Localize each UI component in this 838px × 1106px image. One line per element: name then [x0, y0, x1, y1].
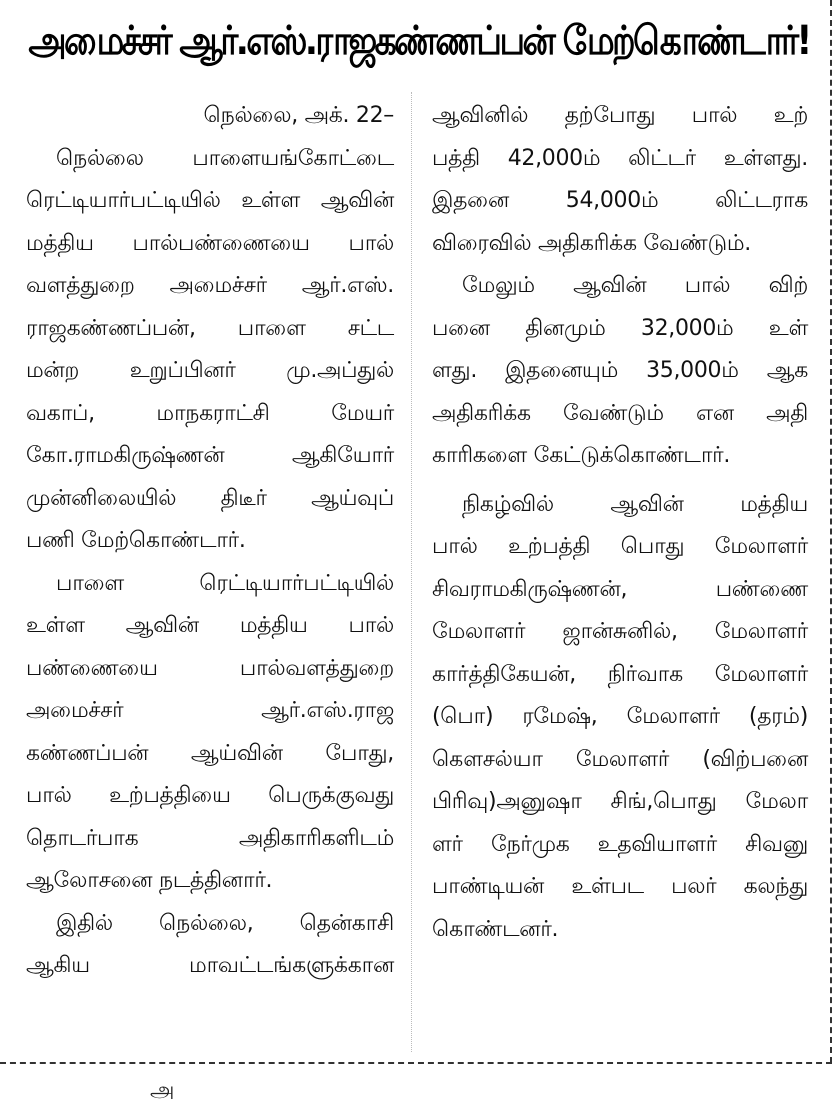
text-line: உள்ள ஆவின் மத்திய பால்: [26, 613, 394, 638]
text-line: அதிகரிக்க வேண்டும் என அதி: [432, 400, 808, 426]
text-line: ளது. இதனையும் 35,000ம் ஆக: [432, 358, 808, 383]
text-line: கார்த்திகேயன், நிர்வாக மேலாளர்: [432, 661, 808, 687]
text-line: முன்னிலையில் திடீர் ஆய்வுப்: [26, 485, 394, 511]
text-line: கௌசல்யா மேலாளர் (விற்பனை: [432, 746, 808, 772]
text-line: வகாப், மாநகராட்சி மேயர்: [26, 400, 394, 426]
text-line: ஆலோசனை நடத்தினார்.: [26, 868, 273, 893]
clipping-right-border: [830, 0, 832, 1063]
right-column: [432, 95, 808, 951]
text-line: கொண்டனர்.: [432, 916, 559, 942]
headline: அமைச்சர் ஆர்.எஸ்.ராஜகண்ணப்பன் மேற்கொண்டார்!: [28, 17, 810, 64]
text-line: பாளை ரெட்டியார்பட்டியில்: [56, 570, 394, 596]
text-line: வளத்துறை அமைச்சர் ஆர்.எஸ்.: [26, 273, 394, 298]
cut-off-next-line: அ: [150, 1078, 175, 1103]
text-line: பத்தி 42,000ம் லிட்டர் உள்ளது.: [432, 145, 808, 171]
text-line: மேலும் ஆவின் பால் விற்: [462, 273, 808, 298]
text-line: பால் உற்பத்தியை பெருக்குவது: [26, 783, 394, 808]
text-line: இதில் நெல்லை, தென்காசி: [56, 910, 394, 936]
text-line: தொடர்பாக அதிகாரிகளிடம்: [26, 825, 394, 851]
text-line: ராஜகண்ணப்பன், பாளை சட்ட: [26, 315, 394, 341]
text-line: பிரிவு)அனுஷா சிங்,பொது மேலா: [432, 789, 808, 814]
text-line: பண்ணையை பால்வளத்துறை: [26, 655, 394, 681]
text-line: அமைச்சர் ஆர்.எஸ்.ராஜ: [26, 698, 394, 723]
text-line: பாண்டியன் உள்பட பலர் கலந்து: [432, 874, 808, 899]
text-line: கோ.ராமகிருஷ்ணன் ஆகியோர்: [26, 443, 394, 468]
text-line: (பொ) ரமேஷ், மேலாளர் (தரம்): [432, 704, 808, 729]
text-line: இதனை 54,000ம் லிட்டராக: [432, 188, 808, 213]
text-line: பணி மேற்கொண்டார்.: [26, 528, 246, 553]
text-line: மேலாளர் ஜான்சுனில், மேலாளர்: [432, 619, 808, 644]
text-line: கண்ணப்பன் ஆய்வின் போது,: [26, 740, 394, 766]
text-line: விரைவில் அதிகரிக்க வேண்டும்.: [432, 230, 751, 256]
text-line: ஆகிய மாவட்டங்களுக்கான: [26, 953, 394, 978]
text-line: ளர் நேர்முக உதவியாளர் சிவனு: [432, 831, 808, 857]
text-line: பால் உற்பத்தி பொது மேலாளர்: [432, 534, 808, 559]
text-line: நெல்லை பாளையங்கோட்டை: [56, 145, 394, 171]
left-column: [26, 95, 394, 988]
text-line: பனை தினமும் 32,000ம் உள்: [432, 315, 808, 341]
clipping-bottom-border: [0, 1062, 832, 1064]
dateline: நெல்லை, அக். 22–: [203, 103, 394, 128]
text-line: காரிகளை கேட்டுக்கொண்டார்.: [432, 443, 731, 468]
text-line: நிகழ்வில் ஆவின் மத்திய: [462, 491, 808, 517]
text-line: சிவராமகிருஷ்ணன், பண்ணை: [432, 576, 808, 602]
text-line: ஆவினில் தற்போது பால் உற்: [432, 103, 808, 128]
text-line: மன்ற உறுப்பினர் மு.அப்துல்: [26, 358, 394, 383]
text-line: மத்திய பால்பண்ணையை பால்: [26, 230, 394, 256]
text-line: ரெட்டியார்பட்டியில் உள்ள ஆவின்: [26, 188, 394, 213]
column-divider: [411, 92, 412, 1052]
